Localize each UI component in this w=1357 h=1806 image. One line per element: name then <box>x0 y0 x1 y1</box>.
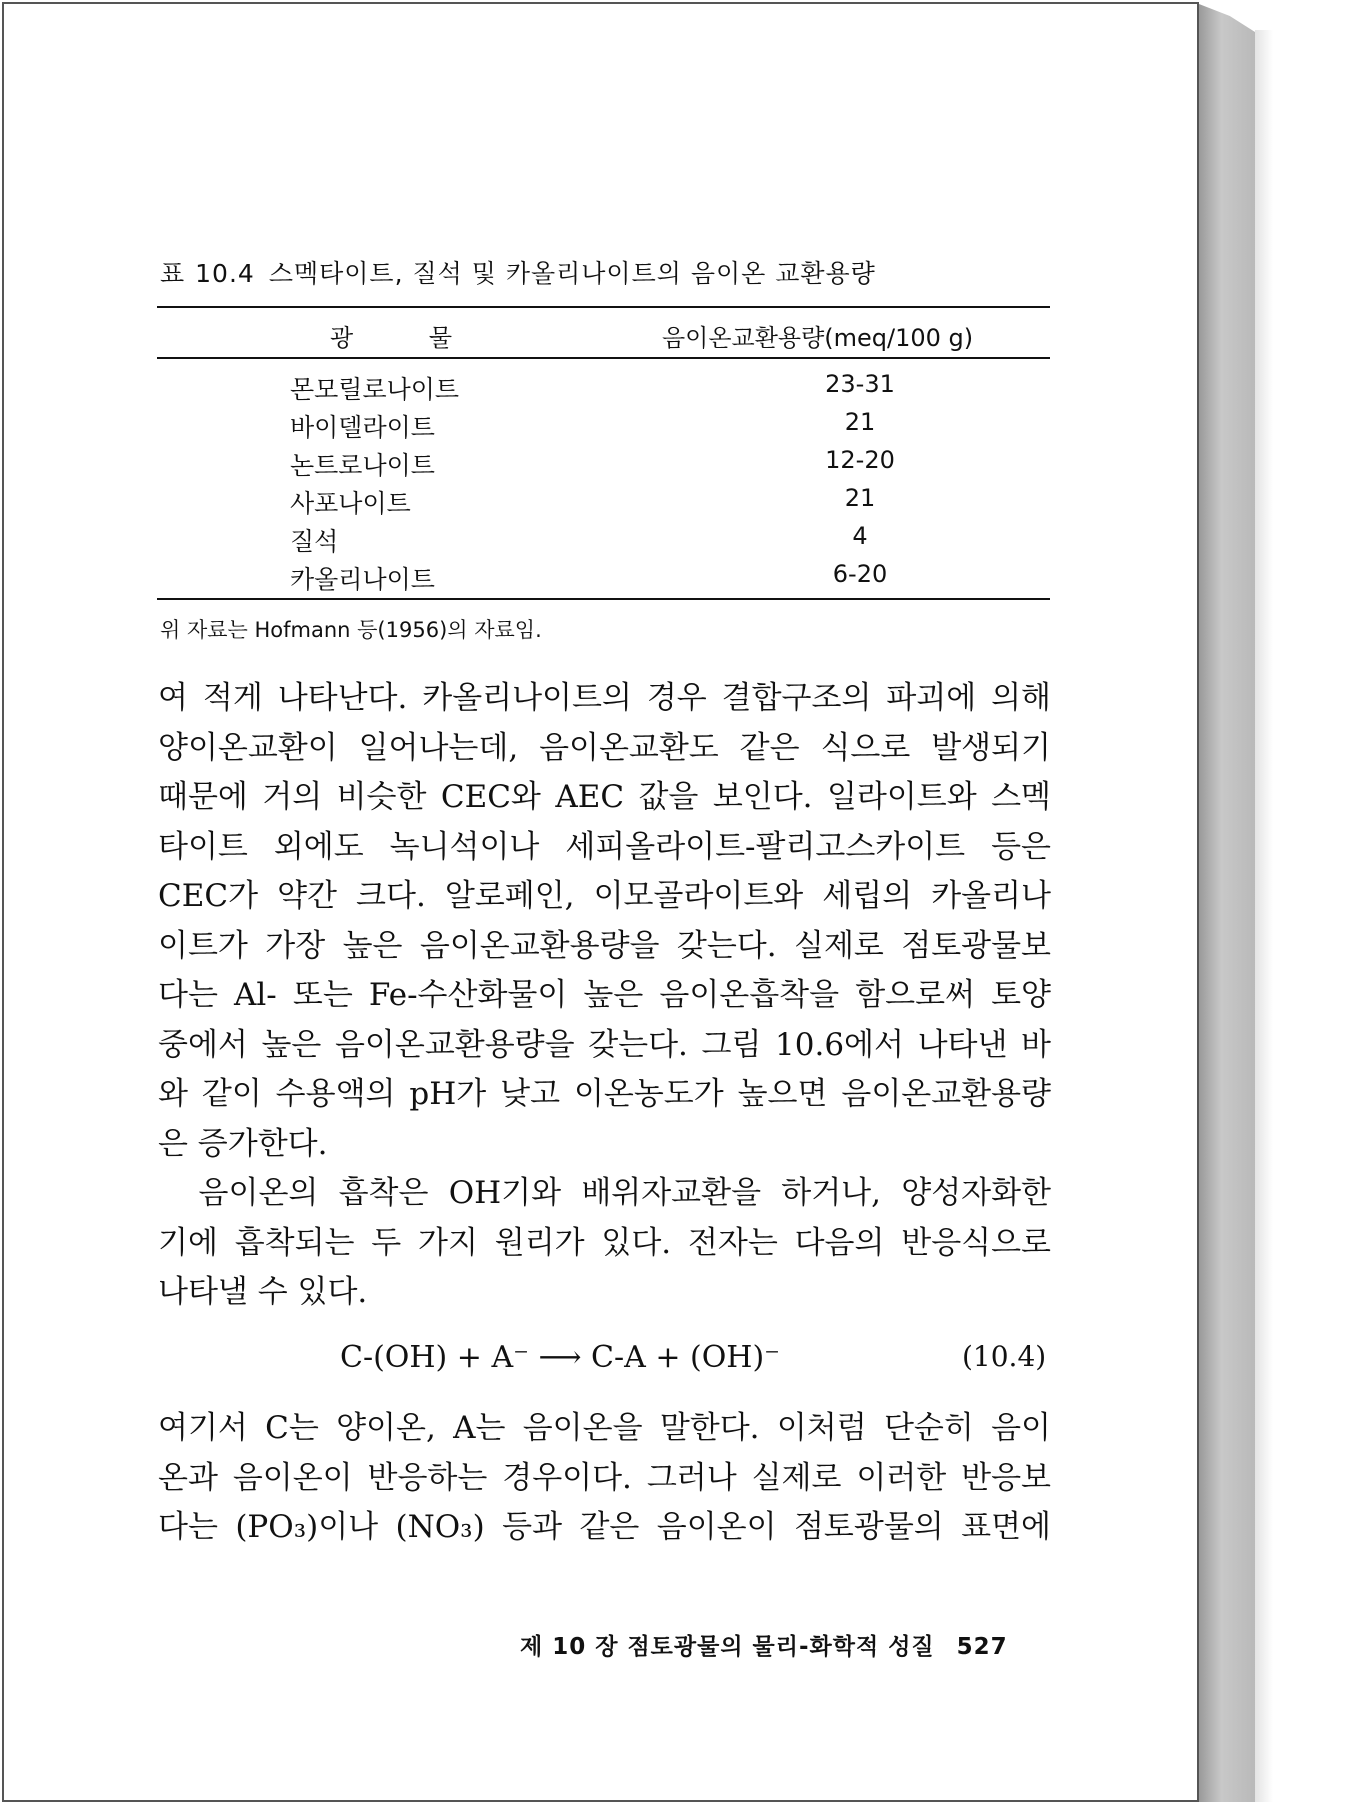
page-shadow <box>1255 30 1273 1802</box>
table-cell-mineral: 바이델라이트 <box>290 413 435 442</box>
table-cell-mineral: 몬모릴로나이트 <box>290 375 460 404</box>
text-line: CEC가 약간 크다. 알로페인, 이모골라이트와 세립의 카올리나 <box>158 878 1051 914</box>
text-line: 나타낼 수 있다. <box>158 1274 368 1310</box>
text-line: 다는 (PO₃)이나 (NO₃) 등과 같은 음이온이 점토광물의 표면에 <box>158 1509 1051 1545</box>
table-row <box>0 522 1100 560</box>
text-line: 중에서 높은 음이온교환용량을 갖는다. 그림 10.6에서 나타낸 바 <box>158 1026 1051 1063</box>
text-line: 여 적게 나타난다. 카올리나이트의 경우 결합구조의 파괴에 의해 <box>158 680 1051 716</box>
text-line: 다는 Al- 또는 Fe-수산화물이 높은 음이온흡착을 함으로써 토양 <box>158 977 1051 1013</box>
table-caption <box>160 254 876 290</box>
body-paragraph-1 <box>158 674 1051 1169</box>
table-row <box>0 484 1100 522</box>
body-paragraph-2 <box>158 1169 1051 1318</box>
page-footer <box>520 1628 1008 1661</box>
text-line: 때문에 거의 비슷한 CEC와 AEC 값을 보인다. 일라이트와 스멕 <box>158 779 1051 815</box>
table-cell-mineral: 카올리나이트 <box>290 565 435 594</box>
table-cell-value: 12-20 <box>825 446 895 474</box>
table-row <box>0 446 1100 484</box>
table-cell-mineral: 논트로나이트 <box>290 451 435 480</box>
table-header-rule <box>157 357 1050 359</box>
table-caption-text: 스멕타이트, 질석 및 카올리나이트의 음이온 교환용량 <box>268 259 876 288</box>
table-cell-mineral: 질석 <box>290 527 339 556</box>
table-header-mineral: 광 물 <box>330 324 486 352</box>
reaction-equation: C-(OH) + A⁻ ⟶ C-A + (OH)⁻ <box>340 1340 781 1375</box>
table-cell-value: 21 <box>844 408 876 436</box>
text-line: 여기서 C는 양이온, A는 음이온을 말한다. 이처럼 단순히 음이 <box>158 1410 1051 1446</box>
table-top-rule <box>157 306 1050 308</box>
book-edge <box>1199 4 1255 1802</box>
table-cell-value: 4 <box>852 522 868 550</box>
table-row <box>0 370 1100 408</box>
table-header-aec: 음이온교환용량(meq/100 g) <box>662 324 974 352</box>
text-line: 타이트 외에도 녹니석이나 세피올라이트-팔리고스카이트 등은 <box>158 828 1051 865</box>
equation-number: (10.4) <box>962 1340 1047 1373</box>
table-caption-prefix: 표 <box>160 259 186 288</box>
table-row <box>0 408 1100 446</box>
page-number: 527 <box>956 1634 1008 1660</box>
table-cell-value: 21 <box>844 484 876 512</box>
table-cell-value: 23-31 <box>825 370 895 398</box>
text-line: 음이온의 흡착은 OH기와 배위자교환을 하거나, 양성자화한 <box>158 1175 1051 1211</box>
text-line: 온과 음이온이 반응하는 경우이다. 그러나 실제로 이러한 반응보 <box>158 1459 1051 1496</box>
table-row <box>0 560 1100 598</box>
table-bottom-rule <box>157 598 1050 600</box>
text-line: 양이온교환이 일어나는데, 음이온교환도 같은 식으로 발생되기 <box>158 729 1051 766</box>
table-source-note: 위 자료는 Hofmann 등(1956)의 자료임. <box>160 618 542 642</box>
table-caption-number: 10.4 <box>195 259 255 288</box>
text-line: 와 같이 수용액의 pH가 낮고 이온농도가 높으면 음이온교환용량 <box>158 1076 1051 1112</box>
body-paragraph-3 <box>158 1404 1051 1553</box>
table-cell-mineral: 사포나이트 <box>290 489 411 518</box>
running-footer-chapter: 제 10 장 점토광물의 물리-화학적 성질 <box>520 1634 935 1660</box>
text-line: 이트가 가장 높은 음이온교환용량을 갖는다. 실제로 점토광물보 <box>158 927 1051 964</box>
table-cell-value: 6-20 <box>832 560 888 588</box>
text-line: 은 증가한다. <box>158 1125 328 1162</box>
text-line: 기에 흡착되는 두 가지 원리가 있다. 전자는 다음의 반응식으로 <box>158 1224 1051 1261</box>
